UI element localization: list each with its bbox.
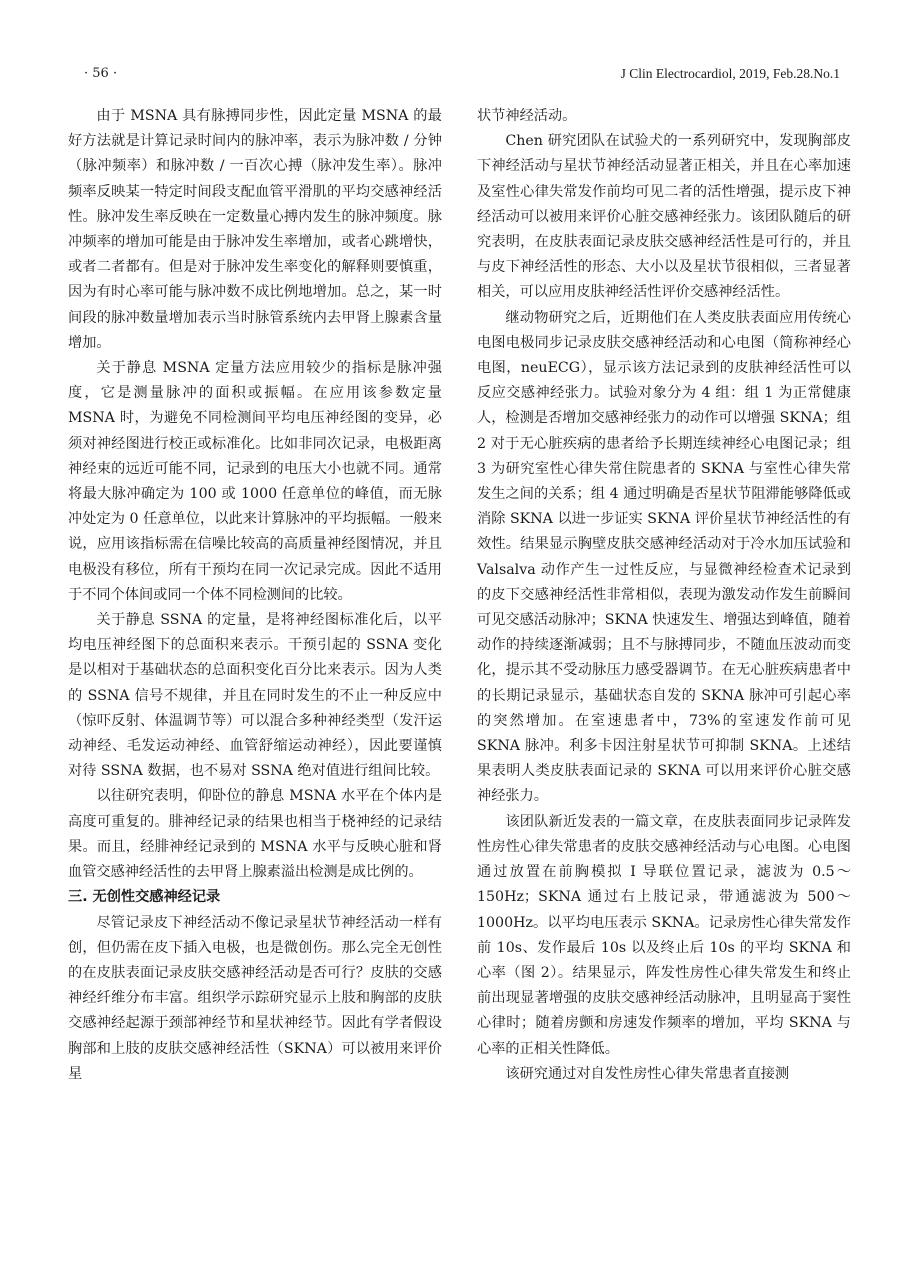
section-heading: 三. 无创性交感神经记录 bbox=[68, 889, 221, 906]
paragraph: 该研究通过对自发性房性心律失常患者直接测 bbox=[505, 1065, 790, 1082]
right-column bbox=[477, 104, 851, 1087]
journal-citation: J Clin Electrocardiol, 2019, Feb.28.No.1 bbox=[620, 66, 840, 81]
paragraph: 该团队新近发表的一篇文章，在皮肤表面同步记录阵发性房性心律失常患者的皮肤交感神经活动与心电图。心电图通过放置在前胸模拟 I 导联位置记录，滤波为 0.5～150Hz；SKNA 通过右上肢记录，带通滤波为 500～1000Hz。以平均电压表示 SKNA。记录房性心律失常发作前 10s、发作最后 10s 以及终止后 10s 的平均 SKNA 和心率（图 2）。结果显示，阵发性房性心律失常发生和终止前出现显著增强的皮肤交感神经活动脉冲，且明显高于窦性心律时；随着房颤和房速发作频率的增加，平均 SKNA 与心率的正相关性降低。 bbox=[477, 813, 851, 1057]
paragraph: 继动物研究之后，近期他们在人类皮肤表面应用传统心电图电极同步记录皮肤交感神经活动和心电图（简称神经心电图，neuECG），显示该方法记录到的皮肤神经活性可以反应交感神经张力。试验对象分为 4 组：组 1 为正常健康人，检测是否增加交感神经张力的动作可以增强 SKNA；组 2 对于无心脏疾病的患者给予长期连续神经心电图记录；组 3 为研究室性心律失常住院患者的 SKNA 与室性心律失常发生之间的关系；组 4 通过明确是否星状节阻滞能够降低或消除 SKNA 以进一步证实 SKNA 评价星状节神经活性的有效性。结果显示胸壁皮肤交感神经活动对于冷水加压试验和 Valsalva 动作产生一过性反应，与显微神经检查术记录到的皮下交感神经活性非常相似，表现为激发动作发生前瞬间可见交感活动脉冲；SKNA 快速发生、增强达到峰值，随着动作的持续逐渐减弱；且不与脉搏同步，不随血压波动而变化，提示其不受动脉压力感受器调节。在无心脏疾病患者中的长期记录显示，基础状态自发的 SKNA 脉冲可引起心率的突然增加。在室速患者中，73%的室速发作前可见 SKNA 脉冲。利多卡因注射星状节可抑制 SKNA。上述结果表明人类皮肤表面记录的 SKNA 可以用来评价心脏交感神经张力。 bbox=[477, 309, 851, 805]
page-header bbox=[84, 66, 840, 86]
page-number: · 56 · bbox=[84, 66, 118, 81]
left-column bbox=[68, 104, 442, 1087]
paragraph-continuation: 状节神经活动。 bbox=[477, 108, 577, 124]
paragraph: 由于 MSNA 具有脉搏同步性，因此定量 MSNA 的最好方法就是计算记录时间内的脉冲率，表示为脉冲数 / 分钟（脉冲频率）和脉冲数 / 一百次心搏（脉冲发生率）。脉冲频率反映某一特定时间段支配血管平滑肌的平均交感神经活性。脉冲发生率反映在一定数量心搏内发生的脉冲频度。脉冲频率的增加可能是由于脉冲发生率增加，或者心跳增快，或者二者都有。但是对于脉冲发生率变化的解释则要慎重，因为有时心率可能与脉冲数不成比例地增加。总之，某一时间段的脉冲数量增加表示当时脉管系统内去甲肾上腺素含量增加。 bbox=[68, 108, 442, 351]
paragraph: 关于静息 SSNA 的定量，是将神经图标准化后，以平均电压神经图下的总面积来表示。干预引起的 SSNA 变化是以相对于基础状态的总面积变化百分比来表示。因为人类的 SSNA 信号不规律，并且在同时发生的不止一种反应中（惊吓反射、体温调节等）可以混合多种神经类型（发汗运动神经、毛发运动神经、血管舒缩运动神经），因此要谨慎对待 SSNA 数据，也不易对 SSNA 绝对值进行组间比较。 bbox=[68, 612, 442, 780]
paragraph: 尽管记录皮下神经活动不像记录星状节神经活动一样有创，但仍需在皮下插入电极，也是微创伤。那么完全无创性的在皮肤表面记录皮肤交感神经活动是否可行？皮肤的交感神经纤维分布丰富。组织学示踪研究显示上肢和胸部的皮肤交感神经起源于颈部神经节和星状神经节。因此有学者假设胸部和上肢的皮肤交感神经活性（SKNA）可以被用来评价星 bbox=[68, 914, 442, 1082]
paragraph: 关于静息 MSNA 定量方法应用较少的指标是脉冲强度，它是测量脉冲的面积或振幅。在应用该参数定量 MSNA 时，为避免不同检测间平均电压神经图的变异，必须对神经图进行校正或标准化。比如非同次记录，电极距离神经束的远近可能不同，记录到的电压大小也就不同。通常将最大脉冲确定为 100 或 1000 任意单位的峰值，而无脉冲处定为 0 任意单位，以此来计算脉冲的平均振幅。一般来说，应用该指标需在信噪比较高的高质量神经图情况，并且电极没有移位，所有干预均在同一次记录完成。因此不适用于不同个体间或同一个体不同检测间的比较。 bbox=[68, 360, 442, 603]
paragraph: 以往研究表明，仰卧位的静息 MSNA 水平在个体内是高度可重复的。腓神经记录的结果也相当于桡神经的记录结果。而且，经腓神经记录到的 MSNA 水平与反映心脏和肾血管交感神经活性的去甲肾上腺素溢出检测是成比例的。 bbox=[68, 788, 442, 881]
paragraph: Chen 研究团队在试验犬的一系列研究中，发现胸部皮下神经活动与星状节神经活动显著正相关，并且在心率加速及室性心律失常发作前均可见二者的活性增强，提示皮下神经活动可以被用来评价心脏交感神经张力。该团队随后的研究表明，在皮肤表面记录皮肤交感神经活性是可行的，并且与皮下神经活性的形态、大小以及星状节很相似，三者显著相关，可以应用皮肤神经活性评价交感神经活性。 bbox=[477, 133, 851, 301]
